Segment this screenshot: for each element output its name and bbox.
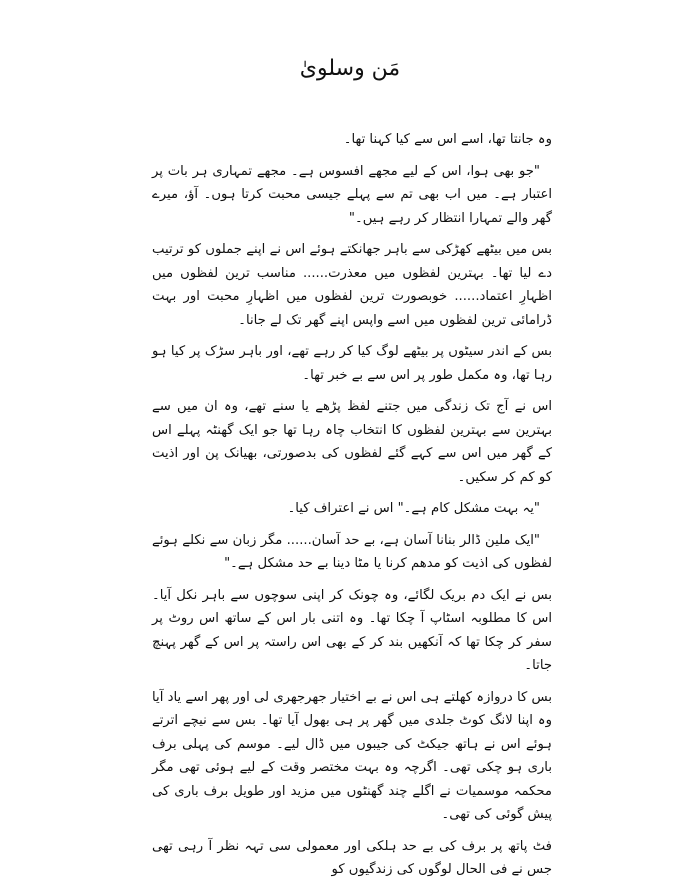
paragraph: "ایک ملین ڈالر بنانا آسان ہے، بے حد آسان...... مگر زبان سے نکلے ہوئے لفظوں کی اذیت کو مدھم کرنا یا مٹا دینا بے حد مشکل ہے۔": [152, 532, 552, 571]
paragraph: "یہ بہت مشکل کام ہے۔" اس نے اعتراف کیا۔: [287, 501, 540, 516]
chapter-title: مَن وسلویٰ: [299, 56, 401, 81]
paragraph: "جو بھی ہوا، اس کے لیے مجھے افسوس ہے۔ مجھے تمہاری ہر بات پر اعتبار ہے۔ میں اب بھی تم سے پہلے جیسی محبت کرتا ہوں۔ آؤ، میرے گھر والے تمہارا انتظار کر رہے ہیں۔": [152, 163, 552, 226]
paragraph: بس کا دروازہ کھلتے ہی اس نے بے اختیار جھرجھری لی اور پھر اسے یاد آیا وہ اپنا لانگ کوٹ جلدی میں گھر پر ہی بھول آیا تھا۔ بس سے نیچے اترتے ہوئے اس نے ہاتھ جیکٹ کی جیبوں میں ڈال لیے۔ موسم کی پہلی برف باری ہو چکی تھی۔ اگرچہ وہ بہت مختصر وقت کے لیے ہوئی تھی مگر محکمہ موسمیات نے اگلے چند گھنٹوں میں مزید اور طویل برف باری کی پیش گوئی کی تھی۔: [152, 689, 552, 822]
paragraph: وہ جانتا تھا، اسے اس سے کیا کہنا تھا۔: [343, 132, 552, 147]
paragraph: بس میں بیٹھے کھڑکی سے باہر جھانکتے ہوئے اس نے اپنے جملوں کو ترتیب دے لیا تھا۔ بہترین لفظوں میں معذرت...... مناسب ترین لفظوں میں اظہارِ اعتماد...... خوبصورت ترین لفظوں میں اظہارِ محبت اور بہت ڈرامائی ترین لفظوں میں اسے واپس اپنے گھر تک لے جانا۔: [152, 242, 552, 328]
chapter-body: [152, 128, 552, 890]
paragraph: بس کے اندر سیٹوں پر بیٹھے لوگ کیا کر رہے تھے، اور باہر سڑک پر کیا ہو رہا تھا، وہ مکمل طور پر اس سے بے خبر تھا۔: [152, 344, 552, 383]
paragraph: فٹ پاتھ پر برف کی بے حد ہلکی اور معمولی سی تہہ نظر آ رہی تھی جس نے فی الحال لوگوں کی زندگیوں کو: [152, 838, 552, 877]
paragraph: اس نے آج تک زندگی میں جتنے لفظ پڑھے یا سنے تھے، وہ ان میں سے بہترین سے بہترین لفظوں کا انتخاب چاہ رہا تھا جو ایک گھنٹہ پہلے اس کے گھر میں اس سے کہے گئے لفظوں کی بدصورتی، بھیانک پن اور اذیت کو کم کر سکیں۔: [152, 399, 552, 485]
paragraph: بس نے ایک دم بریک لگائے، وہ چونک کر اپنی سوچوں سے باہر نکل آیا۔ اس کا مطلوبہ اسٹاپ آ چکا تھا۔ وہ اتنی بار اس کے ساتھ اس روٹ پر سفر کر چکا تھا کہ آنکھیں بند کر کے بھی اس راستہ پر اس کے گھر پہنچ جاتا۔: [152, 587, 552, 673]
